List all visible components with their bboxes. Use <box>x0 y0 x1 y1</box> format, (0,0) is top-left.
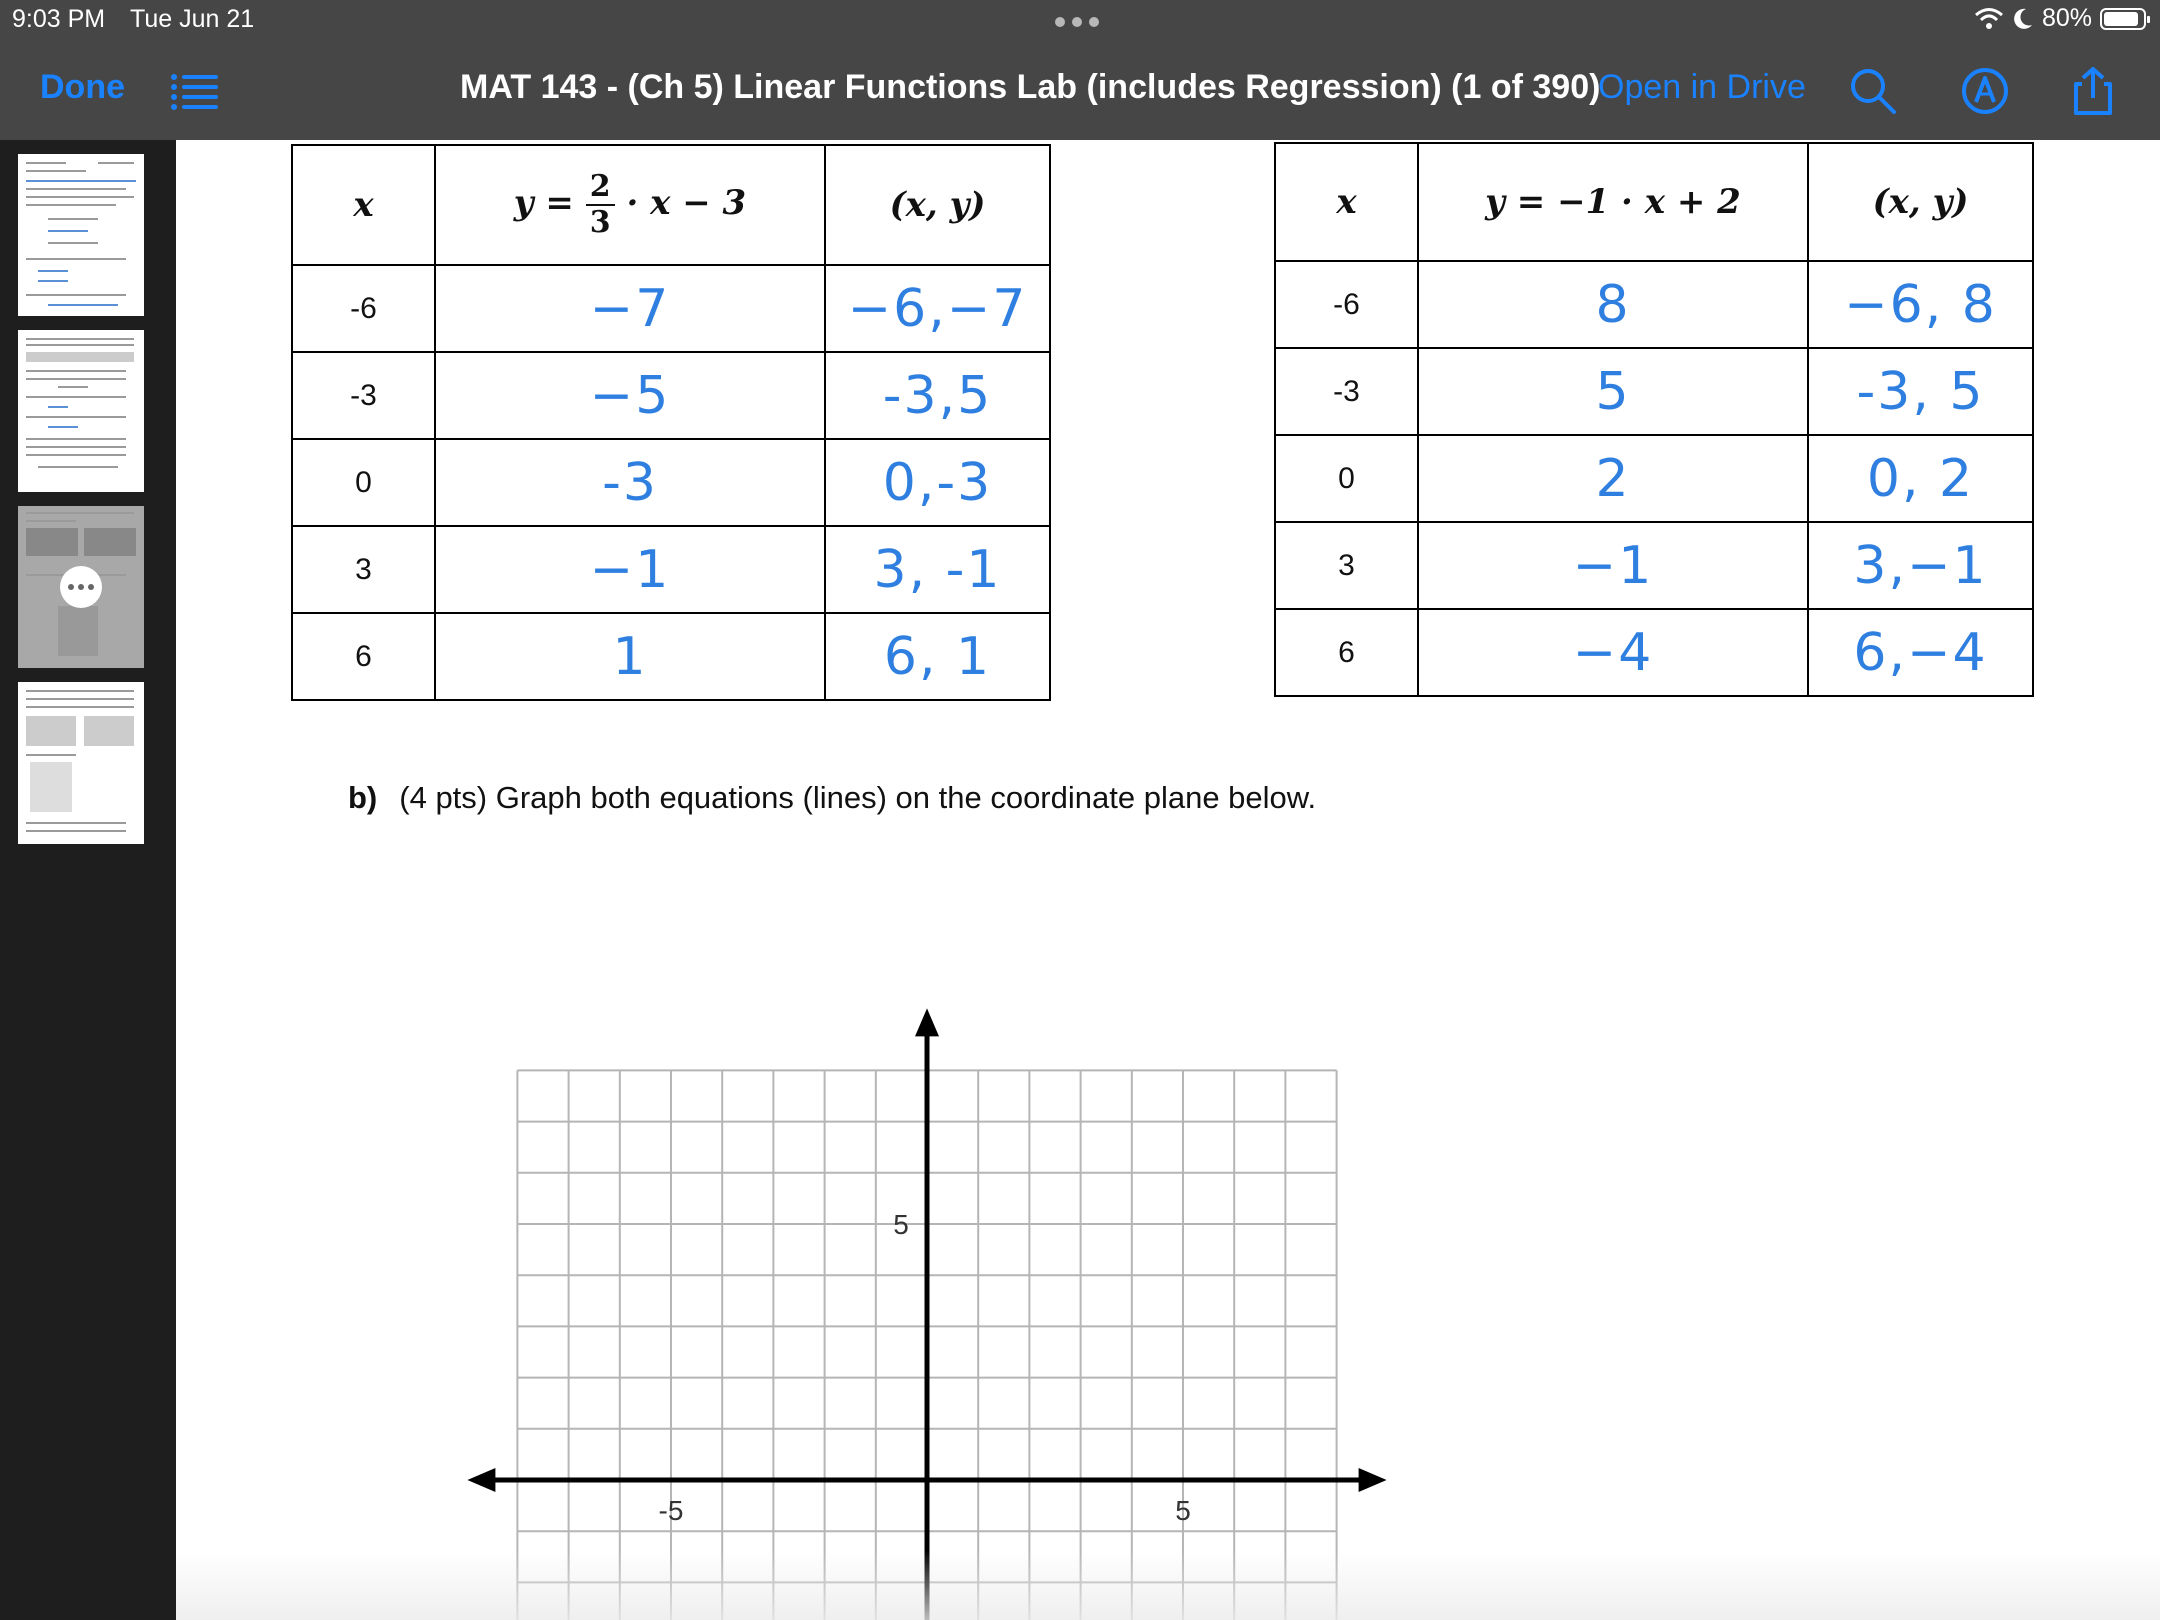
table-row <box>292 265 1050 352</box>
handwritten-y: −5 <box>435 352 825 439</box>
question-label: b) <box>348 780 378 815</box>
y-axis-arrow-up <box>915 1008 939 1036</box>
x-value: -3 <box>1275 348 1418 435</box>
moon-icon <box>2012 7 2034 31</box>
handwritten-point: 3,−1 <box>1808 522 2033 609</box>
equation-header: y = −1 · x + 2 <box>1418 143 1808 261</box>
handwritten-y: 1 <box>435 613 825 700</box>
x-axis-arrow-right <box>1359 1468 1387 1492</box>
markup-icon[interactable] <box>1960 66 2010 116</box>
handwritten-point: 0, 2 <box>1808 435 2033 522</box>
x-value: 0 <box>292 439 435 526</box>
search-icon[interactable] <box>1848 66 1898 116</box>
axes <box>467 1008 1386 1620</box>
document-page <box>176 140 2160 1620</box>
top-bar <box>0 0 2160 140</box>
wifi-icon <box>1974 7 2004 31</box>
question-text: (4 pts) Graph both equations (lines) on the coordinate plane below. <box>399 780 1317 815</box>
x-tick-label: 5 <box>1175 1495 1191 1526</box>
handwritten-y: −1 <box>435 526 825 613</box>
value-table-right <box>1274 142 2034 697</box>
table-row <box>1275 435 2033 522</box>
handwritten-point: 6, 1 <box>825 613 1050 700</box>
x-header: x <box>292 145 435 265</box>
handwritten-point: -3,5 <box>825 352 1050 439</box>
table-row <box>292 352 1050 439</box>
handwritten-point: -3, 5 <box>1808 348 2033 435</box>
x-value: -6 <box>292 265 435 352</box>
xy-header: (x, y) <box>1808 143 2033 261</box>
done-button[interactable]: Done <box>40 68 125 106</box>
handwritten-y: 5 <box>1418 348 1808 435</box>
x-value: 6 <box>1275 609 1418 696</box>
table-row <box>292 439 1050 526</box>
status-indicators <box>1974 4 2146 33</box>
thumbnail-sidebar <box>0 140 174 1620</box>
x-value: 6 <box>292 613 435 700</box>
battery-icon <box>2100 8 2146 30</box>
x-value: 3 <box>292 526 435 613</box>
share-icon[interactable] <box>2068 66 2118 116</box>
table-row <box>1275 609 2033 696</box>
page-thumbnail[interactable] <box>18 330 144 492</box>
handwritten-y: −7 <box>435 265 825 352</box>
handwritten-y: 2 <box>1418 435 1808 522</box>
x-value: -3 <box>292 352 435 439</box>
handwritten-point: 3, -1 <box>825 526 1050 613</box>
battery-percent: 80% <box>2041 4 2092 32</box>
x-tick-label: -5 <box>658 1495 684 1526</box>
x-value: -6 <box>1275 261 1418 348</box>
question-b <box>348 780 1316 816</box>
table-row <box>292 613 1050 700</box>
y-tick-label: 5 <box>893 1209 909 1240</box>
table-row <box>292 526 1050 613</box>
handwritten-y: 8 <box>1418 261 1808 348</box>
x-axis-arrow-left <box>467 1468 495 1492</box>
equation-header: y = $\frac{2}{3}$ · x − 3 <box>435 145 825 265</box>
handwritten-point: 0,-3 <box>825 439 1050 526</box>
value-table-left <box>291 144 1051 701</box>
handwritten-point: −6, 8 <box>1808 261 2033 348</box>
xy-header: (x, y) <box>825 145 1050 265</box>
page-thumbnail[interactable] <box>18 154 144 316</box>
coordinate-plane[interactable] <box>658 880 1656 1620</box>
more-options-icon[interactable] <box>60 566 102 608</box>
document-title: MAT 143 - (Ch 5) Linear Functions Lab (includes Regression) (1 of 390) <box>460 68 1601 106</box>
x-header: x <box>1275 143 1418 261</box>
list-icon[interactable] <box>170 72 220 112</box>
status-time: 9:03 PM <box>12 5 106 33</box>
open-in-drive-link[interactable]: Open in Drive <box>1598 68 1806 106</box>
handwritten-point: −6,−7 <box>825 265 1050 352</box>
fraction: $\frac{2}{3}$ <box>586 172 615 238</box>
page-thumbnail-selected[interactable] <box>18 506 144 668</box>
page-thumbnail[interactable] <box>18 682 144 844</box>
multitasking-dots-icon[interactable] <box>1055 17 1099 27</box>
status-date: Tue Jun 21 <box>130 5 255 33</box>
handwritten-y: −1 <box>1418 522 1808 609</box>
table-row <box>1275 522 2033 609</box>
x-value: 3 <box>1275 522 1418 609</box>
x-value: 0 <box>1275 435 1418 522</box>
handwritten-point: 6,−4 <box>1808 609 2033 696</box>
handwritten-y: -3 <box>435 439 825 526</box>
table-row <box>1275 348 2033 435</box>
table-row <box>1275 261 2033 348</box>
handwritten-y: −4 <box>1418 609 1808 696</box>
